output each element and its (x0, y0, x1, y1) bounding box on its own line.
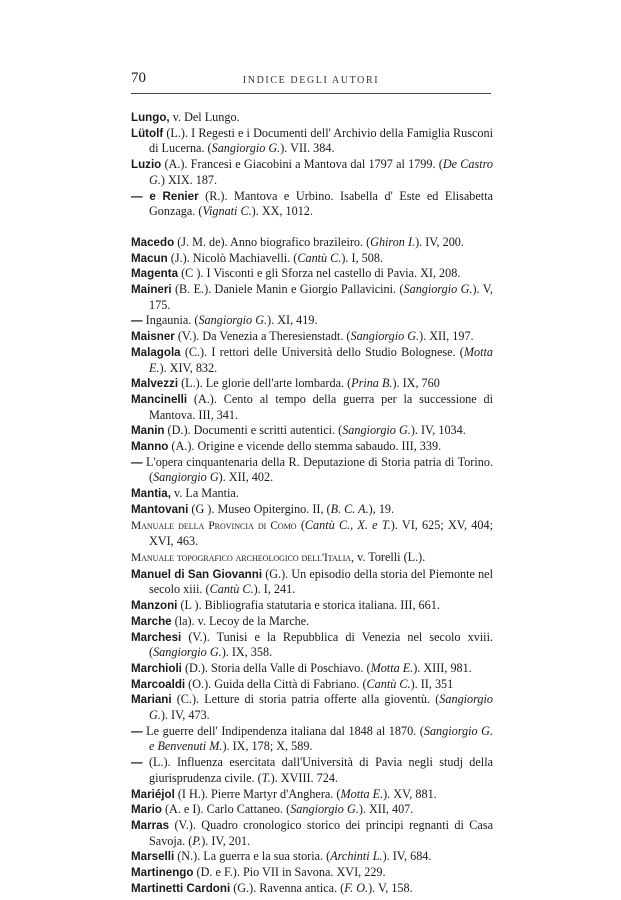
entry-reviewer: Archinti L. (330, 849, 383, 864)
entry-author: Martinengo (131, 866, 194, 880)
entry-author: — (131, 756, 143, 770)
entry-author: Maisner (131, 330, 175, 344)
index-entry (131, 518, 493, 550)
index-entry (131, 567, 493, 598)
entry-reviewer: Sangiorgio G. (403, 282, 473, 297)
entry-reviewer: B. C. A. (330, 501, 369, 516)
entry-reviewer: Ghiron I. (370, 234, 416, 249)
entry-reference: ). IX, 358. (221, 645, 273, 660)
entry-text: (V.). Tunisi e la Repubblica di Venezia nel secolo xviii. ( (149, 629, 493, 660)
entry-author: Marche (131, 614, 172, 628)
header-rule (131, 93, 491, 94)
entry-author: Lütolf (131, 126, 164, 140)
entry-text: (J.). Nicolò Machiavelli. ( (167, 250, 298, 265)
entry-reviewer: Cantù C. (297, 250, 342, 265)
entry-reference: ). IV, 473. (160, 708, 210, 723)
section-gap (131, 220, 493, 235)
entry-title-smallcaps: Manuale topografico archeologico dell'Italia, (131, 551, 355, 564)
index-entry (131, 157, 493, 188)
entry-author: Manno (131, 440, 169, 454)
entry-reviewer: Vignati C. (202, 204, 252, 219)
index-entry (131, 110, 493, 126)
entry-reference: ). II, 351 (410, 676, 454, 691)
entry-text: (L ). Bibliografia statutaria e storica italiana. III, 661. (177, 598, 440, 613)
entry-reference: ). VII. 384. (280, 141, 335, 156)
entry-text: L'opera cinquantenaria della R. Deputazione di Storia patria di Torino. ( (142, 454, 493, 485)
entry-reference: ). VI, 625; XV, 404; XVI, 463. (149, 517, 493, 549)
index-entry (131, 818, 493, 849)
entry-text: (L.). I Regesti e i Documenti dell' Archivio della Famiglia Rusconi di Lucerna. ( (149, 125, 493, 156)
entry-reference: ), 19. (368, 501, 395, 516)
entry-reference: ). IX, 760 (392, 376, 440, 391)
index-entry (131, 787, 493, 803)
index-entry (131, 881, 493, 897)
entry-author: — (131, 455, 143, 469)
entry-author: Mariani (131, 693, 172, 707)
index-entry (131, 550, 493, 567)
index-entry (131, 423, 493, 439)
index-entry (131, 661, 493, 677)
index-entry (131, 598, 493, 614)
index-entry (131, 282, 493, 313)
entry-text: (A.). Francesi e Giacobini a Mantova dal 1797 al 1799. ( (161, 157, 443, 172)
index-entry (131, 502, 493, 518)
index-entry (131, 189, 493, 220)
entry-reviewer: Sangiorgio G. (198, 313, 268, 328)
entry-reviewer: Cantù C. (209, 582, 254, 597)
index-entry (131, 329, 493, 345)
entry-author: Malvezzi (131, 377, 179, 391)
index-entry (131, 486, 493, 502)
index-entries (131, 110, 493, 896)
entry-text: (la). v. Lecoy de la Marche. (171, 613, 310, 628)
entry-author: Martinetti Cardoni (131, 881, 231, 895)
entry-text: (A.). Origine e vicende dello stemma sabaudo. III, 339. (168, 439, 442, 454)
entry-reviewer: Motta E. (340, 786, 384, 801)
index-entry (131, 865, 493, 881)
entry-text: (V.). Quadro cronologico storico dei principi regnanti di Casa Savoja. ( (149, 817, 493, 848)
entry-reviewer: Sangiorgio G. (342, 423, 411, 438)
entry-text: (G ). Museo Opitergino. II, ( (188, 501, 331, 516)
entry-reference: ). IV, 201. (201, 833, 251, 848)
entry-author: Malagola (131, 345, 181, 359)
entry-text: (J. M. de). Anno biografico brazileiro. ( (174, 234, 371, 249)
entry-reviewer: Sangiorgio G. (350, 329, 420, 344)
entry-reference: ). V, 158. (368, 880, 413, 895)
index-entry (131, 692, 493, 723)
entry-text: (D. e F.). Pio VII in Savona. XVI, 229. (193, 865, 386, 880)
entry-reviewer: P. (192, 833, 202, 848)
index-entry (131, 614, 493, 630)
entry-reference: ). I, 241. (253, 582, 296, 597)
entry-reference: ). XII, 407. (358, 802, 414, 817)
entry-reviewer: De Castro G. (149, 157, 494, 187)
index-entry (131, 376, 493, 392)
entry-reviewer: Motta E. (149, 344, 493, 375)
entry-text: (L.). Le glorie dell'arte lombarda. ( (178, 376, 352, 391)
entry-author: — (131, 314, 143, 328)
entry-reference: ) XIX. 187. (160, 172, 218, 187)
entry-text: v. Torelli (L.). (354, 549, 426, 564)
entry-author: Lungo, (131, 111, 170, 124)
entry-author: Marchioli (131, 661, 182, 675)
entry-author: Mancinelli (131, 392, 188, 406)
entry-author: Magenta (131, 267, 179, 281)
entry-reference: ). XII, 197. (419, 329, 474, 344)
entry-author: Mantia, (131, 487, 171, 501)
entry-text: (I H.). Pierre Martyr d'Anghera. ( (174, 786, 341, 801)
entry-author: Marselli (131, 850, 175, 864)
entry-reviewer: Sangiorgio G. (211, 141, 281, 156)
index-entry (131, 251, 493, 267)
entry-author: Manin (131, 424, 165, 438)
entry-text: v. Del Lungo. (169, 110, 240, 124)
page-number: 70 (131, 70, 146, 86)
entry-text: (G.). Un episodio della storia del Piemonte nel secolo xiii. ( (149, 566, 493, 597)
entry-reviewer: T. (261, 770, 271, 785)
entry-reference: ). IV, 1034. (410, 423, 466, 438)
index-entry (131, 126, 493, 157)
entry-reviewer: F. O. (344, 880, 369, 895)
entry-reviewer: Sangiorgio G. (149, 692, 493, 723)
entry-reference: ). IV, 684. (382, 849, 432, 864)
entry-author: Marchesi (131, 630, 182, 644)
entry-text: ( (296, 517, 305, 532)
index-entry (131, 313, 493, 329)
entry-text: (R.). Mantova e Urbino. Isabella d' Este ed Elisabetta Gonzaga. ( (149, 188, 493, 219)
entry-text: (C.). Letture di storia patria offerte alla gioventù. ( (171, 692, 440, 707)
index-entry (131, 802, 493, 818)
entry-author: Mariéjol (131, 787, 175, 801)
entry-author: Manzoni (131, 599, 178, 613)
entry-text: (A. e I). Carlo Cattaneo. ( (161, 802, 291, 817)
entry-reviewer: Prina B. (351, 376, 393, 391)
running-title: INDICE DEGLI AUTORI (242, 75, 380, 86)
entry-reference: ). IX, 178; X, 589. (222, 739, 313, 754)
entry-title-smallcaps: Manuale della Provincia di Como (131, 519, 297, 532)
entry-reviewer: Motta E. (370, 660, 414, 675)
index-entry (131, 345, 493, 376)
entry-reference: ). IV, 200. (415, 234, 464, 249)
index-entry (131, 755, 493, 786)
entry-reviewer: Cantù C. (366, 676, 411, 691)
entry-text: (O.). Guida della Città di Fabriano. ( (185, 676, 367, 691)
entry-reviewer: Sangiorgio G. e Benvenuti M. (149, 723, 494, 754)
entry-reference: ). XVIII. 724. (270, 770, 338, 785)
entry-author: — e Renier (131, 189, 199, 203)
entry-reference: ). V, 175. (149, 282, 493, 312)
index-entry (131, 439, 493, 455)
entry-text: (L.). Influenza esercitata dall'Università di Pavia negli studj della giurisprudenza civile. ( (142, 755, 493, 785)
entry-author: Macun (131, 251, 168, 265)
entry-author: — (131, 724, 143, 738)
entry-reference: ). XX, 1012. (251, 204, 313, 219)
entry-reference: ). XII, 402. (218, 470, 274, 485)
entry-author: Marras (131, 818, 170, 832)
entry-reviewer: Sangiorgio G. (153, 645, 222, 660)
entry-text: Ingaunia. ( (142, 313, 199, 328)
entry-text: (B. E.). Daniele Manin e Giorgio Pallavicini. ( (171, 282, 404, 297)
entry-author: Mario (131, 803, 162, 817)
entry-reviewer: Cantù C., X. e T. (304, 517, 391, 532)
entry-text: (D.). Storia della Valle di Poschiavo. ( (181, 660, 371, 675)
index-entry (131, 724, 493, 755)
entry-text: (N.). La guerra e la sua storia. ( (174, 849, 331, 864)
index-entry (131, 630, 493, 661)
entry-author: Marcoaldi (131, 677, 186, 691)
entry-text: (A.). Cento al tempo della guerra per la successione di Mantova. III, 341. (149, 391, 493, 422)
entry-reviewer: Sangiorgio G (153, 470, 219, 485)
entry-author: Manuel di San Giovanni (131, 567, 263, 581)
index-entry (131, 266, 493, 282)
entry-text: Le guerre dell' Indipendenza italiana dal 1848 al 1870. ( (142, 723, 424, 738)
entry-reviewer: Sangiorgio G. (290, 802, 359, 817)
entry-author: Maineri (131, 283, 172, 297)
entry-text: (C.). I rettori delle Università dello Studio Bolognese. ( (180, 344, 464, 359)
entry-reference: ). XI, 419. (267, 313, 318, 328)
entry-text: v. La Mantia. (170, 486, 239, 501)
index-entry (131, 849, 493, 865)
entry-text: (G.). Ravenna antica. ( (230, 880, 345, 895)
page-header (131, 70, 491, 92)
entry-text: (V.). Da Venezia a Theresienstadt. ( (174, 329, 351, 344)
entry-reference: ). XIII, 981. (413, 660, 472, 675)
index-entry (131, 455, 493, 486)
entry-author: Macedo (131, 235, 175, 249)
index-entry (131, 235, 493, 251)
index-entry (131, 392, 493, 423)
entry-reference: ). XV, 881. (383, 786, 437, 801)
entry-reference: ). XIV, 832. (159, 360, 218, 375)
index-entry (131, 677, 493, 693)
entry-reference: ). I, 508. (341, 250, 384, 265)
entry-text: (C ). I Visconti e gli Sforza nel castello di Pavia. XI, 208. (178, 266, 461, 281)
entry-author: Luzio (131, 158, 162, 172)
entry-author: Mantovani (131, 502, 189, 516)
entry-text: (D.). Documenti e scritti autentici. ( (164, 423, 343, 438)
